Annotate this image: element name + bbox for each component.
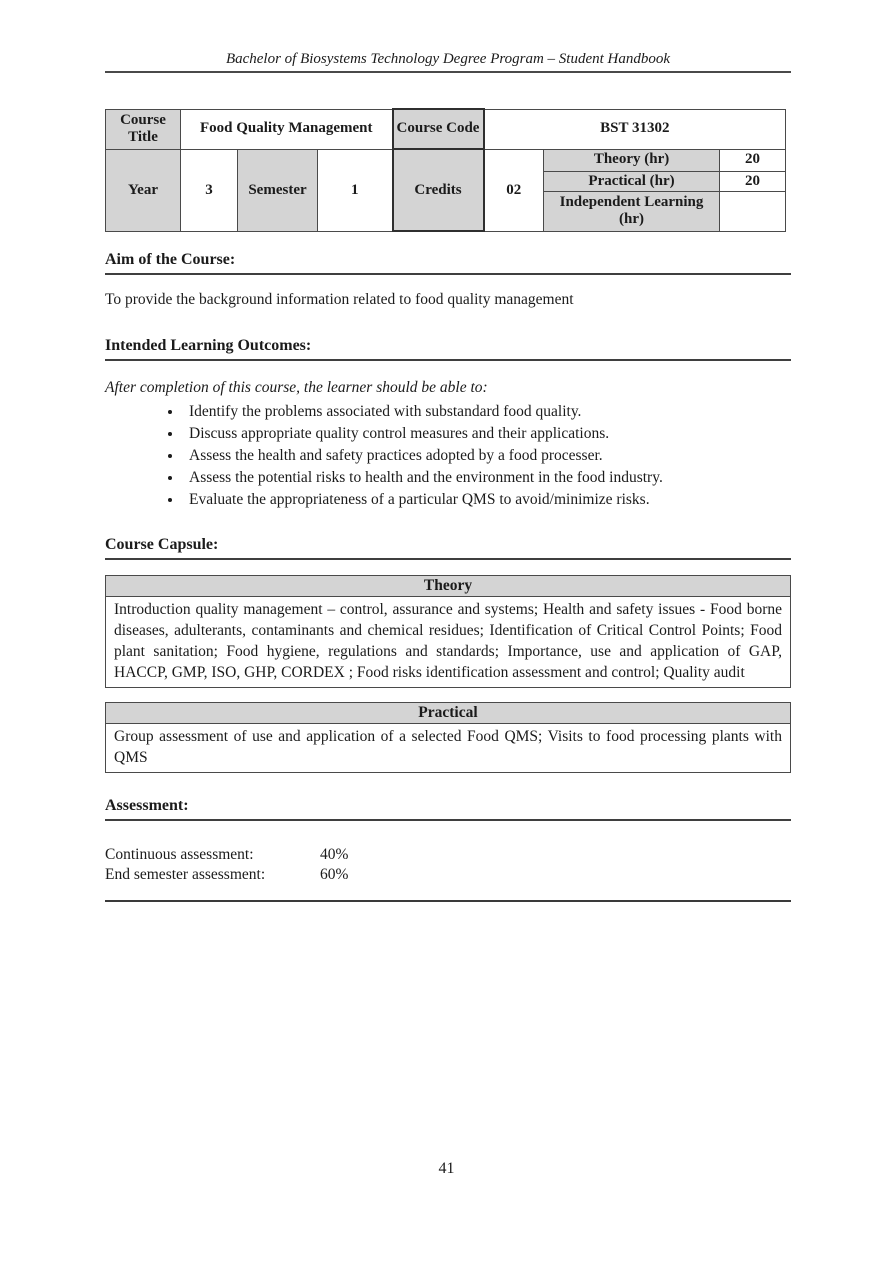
practical-capsule-table xyxy=(105,702,791,773)
course-title-label-cell: Course Title xyxy=(106,109,181,149)
course-info-table xyxy=(105,108,786,232)
theory-table-body: Introduction quality management – control, assurance and systems; Health and safety issues - Food borne diseases, adulterants, contaminants and chemical residues; Identification of Critical Control Points; Food plant sanitation; Food hygiene, regulations and standards; Importance, use and application of GAP, HACCP, GMP, ISO, GHP, CORDEX ; Food risks identification assessment and control; Quality audit xyxy=(106,597,791,688)
practical-table-header: Practical xyxy=(106,703,791,724)
aim-heading: Aim of the Course: xyxy=(105,250,791,275)
ilo-item: • Discuss appropriate quality control measures and their applications. xyxy=(183,423,791,445)
running-header xyxy=(105,0,791,73)
independent-learning-label-cell: Independent Learning (hr) xyxy=(544,191,720,231)
assessment-row-label: End semester assessment: xyxy=(105,866,266,884)
theory-capsule-table xyxy=(105,575,791,688)
page-number: 41 xyxy=(438,1160,455,1177)
assessment-row-value: 40% xyxy=(320,846,349,864)
assessment-row-value: 60% xyxy=(320,866,349,884)
assessment-rows xyxy=(105,845,791,885)
theory-hours-label-cell: Theory (hr) xyxy=(544,149,720,171)
page-content xyxy=(105,0,791,902)
ilo-item: • Identify the problems associated with substandard food quality. xyxy=(183,401,791,423)
semester-value-cell: 1 xyxy=(318,149,393,231)
assessment-row xyxy=(105,845,791,865)
assessment-row xyxy=(105,865,791,885)
ilo-heading: Intended Learning Outcomes: xyxy=(105,336,791,361)
ilo-item: • Evaluate the appropriateness of a particular QMS to avoid/minimize risks. xyxy=(183,489,791,511)
theory-hours-value-cell: 20 xyxy=(720,149,786,171)
semester-label-cell: Semester xyxy=(238,149,318,231)
handbook-title: Bachelor of Biosystems Technology Degree Program – Student Handbook xyxy=(225,51,671,67)
credits-label-cell: Credits xyxy=(393,149,484,231)
practical-table-body: Group assessment of use and application of a selected Food QMS; Visits to food processing plants with QMS xyxy=(106,724,791,773)
course-title-value-cell: Food Quality Management xyxy=(181,109,393,149)
assessment-row-label: Continuous assessment: xyxy=(105,846,254,864)
ilo-list xyxy=(105,401,791,511)
aim-text: To provide the background information related to food quality management xyxy=(105,291,574,309)
ilo-item: • Assess the health and safety practices adopted by a food processer. xyxy=(183,445,791,467)
theory-table-header: Theory xyxy=(106,576,791,597)
practical-hours-label-cell: Practical (hr) xyxy=(544,171,720,191)
year-label-cell: Year xyxy=(106,149,181,231)
course-capsule-heading: Course Capsule: xyxy=(105,535,791,560)
practical-hours-value-cell: 20 xyxy=(720,171,786,191)
ilo-item: • Assess the potential risks to health and the environment in the food industry. xyxy=(183,467,791,489)
course-code-label-cell: Course Code xyxy=(393,109,484,149)
ilo-intro: After completion of this course, the learner should be able to: xyxy=(105,379,488,397)
independent-learning-value-cell xyxy=(720,191,786,231)
year-value-cell: 3 xyxy=(181,149,238,231)
assessment-heading: Assessment: xyxy=(105,796,791,821)
closing-rule xyxy=(105,900,791,902)
credits-value-cell: 02 xyxy=(484,149,544,231)
course-code-value-cell: BST 31302 xyxy=(484,109,786,149)
